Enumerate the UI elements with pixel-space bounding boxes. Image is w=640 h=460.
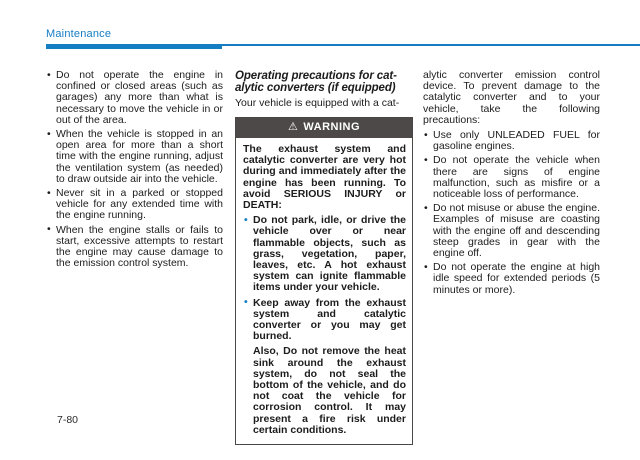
- list-item: • Do not operate the engine in confined or closed areas (such as garages) any more than what is necessary to move the vehicle in or out of the area.: [46, 70, 223, 126]
- warning-body: [236, 138, 412, 444]
- list-item: • Do not park, idle, or drive the vehicle over or near flammable objects, such as grass, vegetation, paper, leaves, etc. A hot exhaust system can ignite flammable items under your vehicle.: [243, 215, 406, 293]
- column-left: [46, 70, 223, 272]
- section-title: Maintenance: [46, 28, 112, 40]
- subsection-heading-line-1: Operating precautions for cat-: [235, 70, 397, 82]
- list-item: • Do not operate the engine at high idle speed for extended periods (5 minutes or more).: [423, 262, 600, 296]
- warning-header: [236, 118, 412, 138]
- subsection-heading: [235, 70, 413, 95]
- warning-list: [243, 215, 406, 342]
- intro-paragraph: Your vehicle is equipped with a cat-: [235, 96, 400, 109]
- intro-paragraph: alytic converter emission control device. To prevent damage to the catalytic converter and to your vehicle, take the following precautions:: [423, 69, 600, 126]
- warning-box: [235, 117, 413, 445]
- list-item: • Do not misuse or abuse the engine. Examples of misuse are coasting with the engine off and descending steep grades in gear with the engine off.: [423, 203, 600, 259]
- header-rule-thick: [46, 44, 222, 49]
- column-middle: [235, 70, 413, 445]
- warning-intro: The exhaust system and catalytic converter are very hot during and immediately after the engine has been running. To avoid SERIOUS INJURY or DEATH:: [243, 143, 406, 212]
- warning-title: WARNING: [303, 120, 361, 133]
- list-item: • Keep away from the exhaust system and catalytic converter or you may get burned.: [243, 298, 406, 343]
- list-item: • Use only UNLEADED FUEL for gasoline engines.: [423, 130, 600, 152]
- precaution-list: [423, 130, 600, 296]
- list-item: • Do not operate the vehicle when there are signs of engine malfunction, such as misfire or a noticeable loss of performance.: [423, 155, 600, 200]
- list-item: • Never sit in a parked or stopped vehicle for any extended time with the engine running.: [46, 188, 223, 222]
- precaution-list: [46, 70, 223, 269]
- subsection-heading-line-2: alytic converters (if equipped): [235, 82, 396, 95]
- list-item: • When the vehicle is stopped in an open area for more than a short time with the engine running, adjust the ventilation system (as needed) to draw outside air into the vehicle.: [46, 129, 223, 185]
- warning-note: Also, Do not remove the heat sink around the exhaust system, do not seal the bottom of the vehicle, and do not coat the vehicle for corrosion control. It may present a fire risk under certain conditions.: [253, 345, 406, 436]
- list-item: • When the engine stalls or fails to start, excessive attempts to restart the engine may cause damage to the emission control system.: [46, 225, 223, 270]
- page-number: 7-80: [57, 414, 79, 426]
- warning-triangle-icon: ⚠: [287, 120, 299, 133]
- column-right: [423, 70, 600, 299]
